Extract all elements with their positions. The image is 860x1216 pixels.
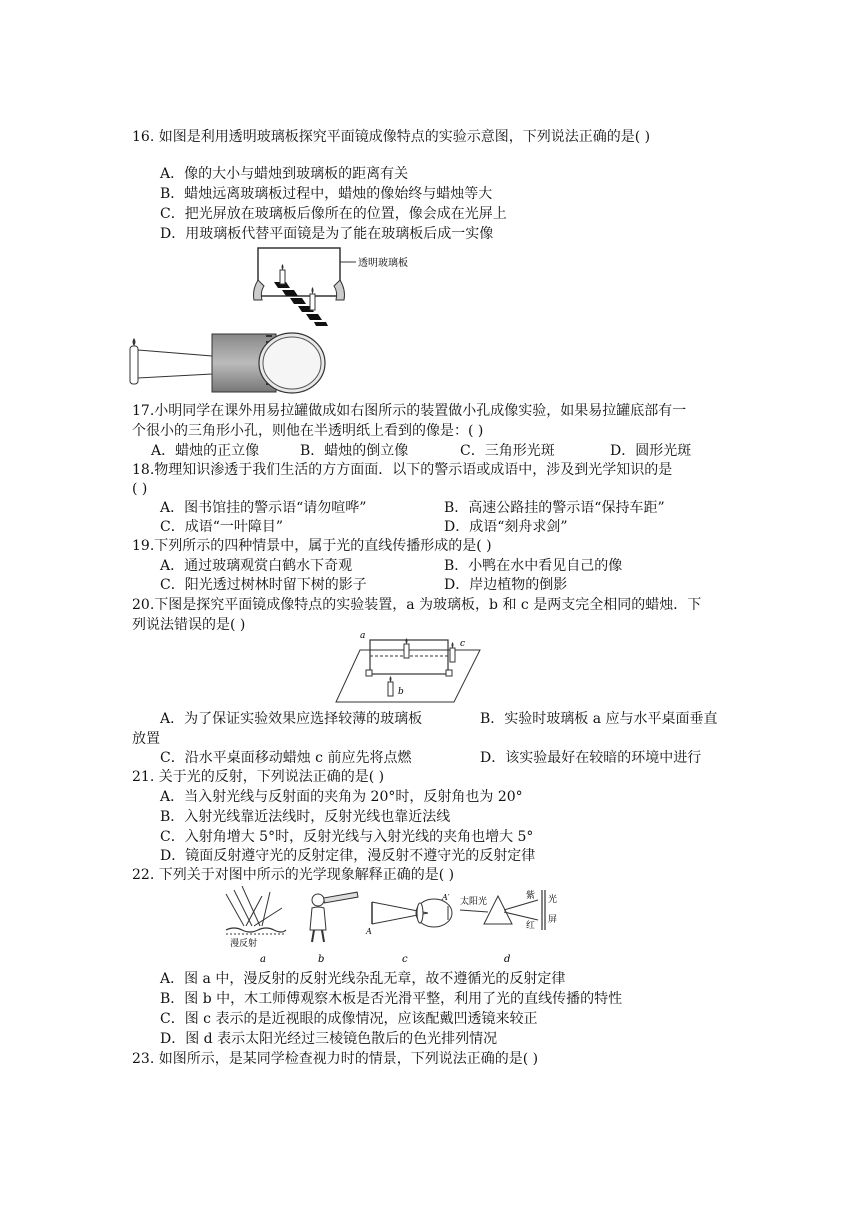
q20-figure [332, 630, 482, 706]
candle-image [404, 644, 409, 658]
candle [130, 346, 138, 384]
q22-option-b: B．图 b 中，木工师傅观察木板是否光滑平整，利用了光的直线传播的特性 [160, 991, 623, 1007]
q16-stem: 16. 如图是利用透明玻璃板探究平面镜成像特点的实验示意图，下列说法正确的是( ) [132, 129, 651, 145]
q21-option-d: D．镜面反射遵守光的反射定律，漫反射不遵守光的反射定律 [160, 848, 536, 864]
q17-option-b: B．蜡烛的倒立像 [300, 443, 409, 459]
label-b: b [398, 687, 404, 697]
q20-option-c: C．沿水平桌面移动蜡烛 c 前应先将点燃 [160, 750, 412, 766]
q19-option-a: A．通过玻璃观赏白鹤水下奇观 [160, 558, 353, 574]
label-A: A [366, 927, 372, 936]
q16-option-d: D．用玻璃板代替平面镜是为了能在玻璃板后成一实像 [160, 226, 494, 242]
q21-option-b: B．入射光线靠近法线时，反射光线也靠近法线 [160, 809, 451, 825]
q20-option-a: A．为了保证实验效果应选择较薄的玻璃板 [160, 711, 423, 727]
q22-option-c: C．图 c 表示的是近视眼的成像情况，应该配戴凹透镜来较正 [160, 1011, 538, 1027]
q17-option-a: A．蜡烛的正立像 [151, 443, 260, 459]
q20-option-b-cont: 放置 [132, 731, 160, 747]
red-label: 红 [526, 921, 536, 931]
q19-option-b: B．小鸭在水中看见自己的像 [444, 558, 623, 574]
q18-option-b: B．高速公路挂的警示语“保持车距” [444, 500, 665, 516]
candle-front [280, 270, 285, 284]
screen-label: 屏 [548, 915, 558, 925]
q17-figure [126, 328, 330, 396]
q16-option-b: B．蜡烛远离玻璃板过程中，蜡烛的像始终与蜡烛等大 [160, 186, 493, 202]
caption-c: c [402, 954, 408, 965]
prism-shape [484, 896, 512, 924]
fig-c-eye [365, 893, 452, 936]
q23-stem: 23. 如图所示，是某同学检查视力时的情景，下列说法正确的是( ) [132, 1051, 539, 1067]
fig-b-carpenter [310, 892, 358, 942]
candle-b [388, 682, 393, 696]
caption-d: d [504, 954, 511, 965]
q18-stem-line2: ( ) [132, 481, 148, 497]
q22-option-a: A．图 a 中，漫反射的反射光线杂乱无章，故不遵循光的反射定律 [160, 971, 566, 987]
q21-option-c: C．入射角增大 5°时，反射光线与入射光线的夹角也增大 5° [160, 829, 534, 845]
glass-plate-shape [258, 248, 340, 296]
q19-option-c: C．阳光透过树林时留下树的影子 [160, 577, 367, 593]
q19-option-d: D．岸边植物的倒影 [444, 577, 568, 593]
fig-a-diffuse [226, 886, 286, 949]
q22-figure [222, 886, 562, 966]
q16-option-a: A．像的大小与蜡烛到玻璃板的距离有关 [160, 166, 409, 182]
q16-option-c: C．把光屏放在玻璃板后像所在的位置，像会成在光屏上 [160, 206, 507, 222]
label-A-prime: A′ [442, 893, 450, 902]
caption-b: b [318, 954, 325, 965]
q17-option-d: D．圆形光斑 [610, 443, 692, 459]
q18-option-d: D．成语“刻舟求剑” [444, 519, 568, 535]
q16-figure [248, 244, 438, 326]
q17-stem-line1: 17.小明同学在课外用易拉罐做成如右图所示的装置做小孔成像实验，如果易拉罐底部有一 [132, 403, 687, 419]
candle-c [450, 648, 455, 662]
caption-a: a [260, 954, 266, 965]
q20-stem-line1: 20.下图是探究平面镜成像特点的实验装置，a 为玻璃板，b 和 c 是两支完全相同的蜡烛．下 [132, 597, 702, 613]
diffuse-label: 漫反射 [230, 939, 258, 949]
label-c: c [460, 639, 466, 649]
q17-option-c: C．三角形光斑 [460, 443, 555, 459]
checker-strip [274, 282, 328, 326]
q20-option-d: D．该实验最好在较暗的环境中进行 [480, 750, 702, 766]
q21-option-a: A．当入射光线与反射面的夹角为 20°时，反射角也为 20° [160, 789, 523, 805]
candle-back [310, 294, 315, 310]
q17-stem-line2: 个很小的三角形小孔，则他在半透明纸上看到的像是：( ) [132, 423, 484, 439]
q20-option-b: B．实验时玻璃板 a 应与水平桌面垂直 [480, 711, 718, 727]
label-a: a [360, 631, 366, 641]
q18-stem-line1: 18.物理知识渗透于我们生活的方方面面．以下的警示语或成语中，涉及到光学知识的是 [132, 462, 673, 478]
q22-stem: 22. 下列关于对图中所示的光学现象解释正确的是( ) [132, 867, 455, 883]
glass-plate-label: 透明玻璃板 [358, 258, 408, 269]
light-label: 光 [548, 895, 558, 905]
q20-stem-line2: 列说法错误的是( ) [132, 617, 246, 633]
q19-stem: 19.下列所示的四种情景中，属于光的直线传播形成的是( ) [132, 538, 492, 554]
q18-option-a: A．图书馆挂的警示语“请勿喧哗” [160, 500, 367, 516]
sunlight-label: 太阳光 [460, 897, 488, 907]
fig-d-prism [460, 889, 557, 931]
purple-label: 紫 [526, 891, 536, 901]
q18-option-c: C．成语“一叶障目” [160, 519, 284, 535]
q22-option-d: D．图 d 表示太阳光经过三棱镜色散后的色光排列情况 [160, 1031, 498, 1047]
q21-stem: 21. 关于光的反射，下列说法正确的是( ) [132, 769, 385, 785]
